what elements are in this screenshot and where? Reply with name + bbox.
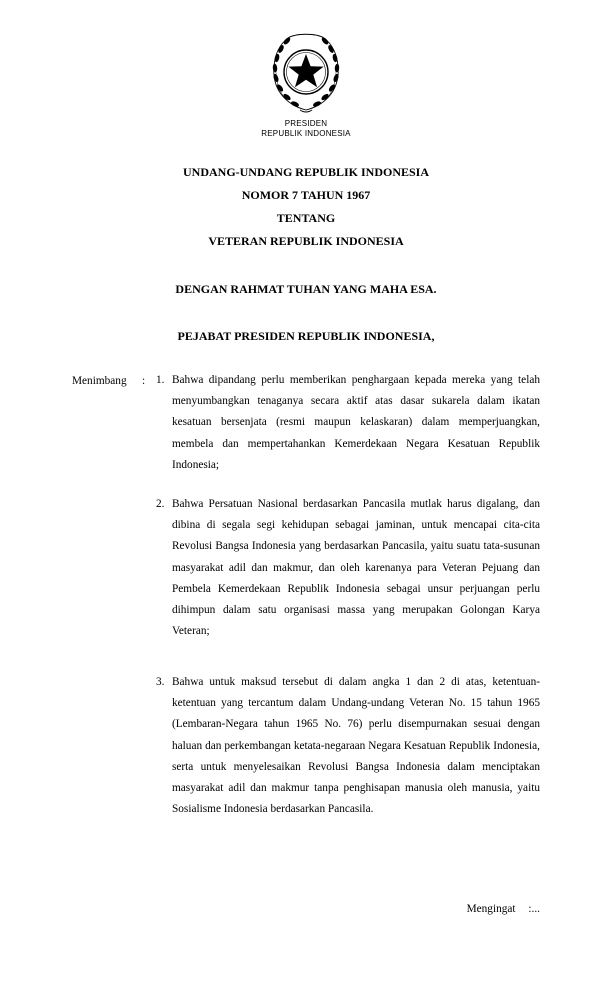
item-number: 1. bbox=[156, 374, 165, 386]
title-about: TENTANG bbox=[276, 211, 336, 225]
item-text: Bahwa dipandang perlu memberikan penghargaan kepada mereka yang telah menyumbangkan tenaganya secara aktif atas dasar sukarela dalam ikatan kesatuan bersenjata (resmi maupun kelaskaran) dalam memperjuangkan, membela dan mempertahankan Kemerdekaan Negara Kesatuan Republik Indonesia; bbox=[172, 374, 540, 471]
title-law-number: NOMOR 7 TAHUN 1967 bbox=[241, 188, 371, 202]
continuation-footer bbox=[467, 902, 540, 917]
item-text: Bahwa untuk maksud tersebut di dalam angka 1 dan 2 di atas, ketentuan-ketentuan yang tercantum dalam Undang-undang Veteran No. 15 tahun 1965 (Lembaran-Negara tahun 1965 No. 76) perlu disempurnakan sesuai dengan haluan dan perkembangan ketata-negaraan Negara Kesatuan Republik Indonesia, serta untuk menyelesaikan Revolusi Bangsa Indonesia dalam menciptakan masyarakat adil dan makmur tanpa penghisapan manusia oleh manusia, yaitu Sosialisme Indonesia berdasarkan Pancasila. bbox=[172, 676, 540, 816]
considering-colon: : bbox=[142, 375, 146, 387]
considering-item bbox=[156, 672, 540, 820]
title-subject: VETERAN REPUBLIK INDONESIA bbox=[208, 234, 404, 248]
title-law-name: UNDANG-UNDANG REPUBLIK INDONESIA bbox=[182, 165, 430, 179]
garuda-star-emblem-icon bbox=[266, 30, 346, 116]
continuation-mark: :... bbox=[528, 903, 540, 915]
considering-item bbox=[156, 494, 540, 642]
item-number: 3. bbox=[156, 676, 165, 688]
seal-caption-president: PRESIDEN bbox=[284, 119, 328, 128]
invocation-heading: DENGAN RAHMAT TUHAN YANG MAHA ESA. bbox=[175, 282, 437, 296]
considering-item bbox=[156, 370, 540, 476]
seal-caption-republic: REPUBLIK INDONESIA bbox=[261, 129, 351, 138]
considering-label: Menimbang bbox=[72, 375, 127, 387]
item-text: Bahwa Persatuan Nasional berdasarkan Pancasila mutlak harus digalang, dan dibina di segala segi kehidupan sebagai jaminan, untuk mencapai cita-cita Revolusi Bangsa Indonesia yang berdasarkan Pancasila, yaitu suatu tata-susunan masyarakat adil dan makmur, dan oleh karenanya para Veteran Pejuang dan Pembela Kemerdekaan Republik Indonesia sebagai unsur perjuangan perlu dihimpun dalam satu organisasi massa yang merupakan Golongan Karya Veteran; bbox=[172, 498, 540, 638]
official-heading: PEJABAT PRESIDEN REPUBLIK INDONESIA, bbox=[177, 329, 435, 343]
continuation-label: Mengingat bbox=[466, 903, 516, 915]
item-number: 2. bbox=[156, 498, 165, 510]
